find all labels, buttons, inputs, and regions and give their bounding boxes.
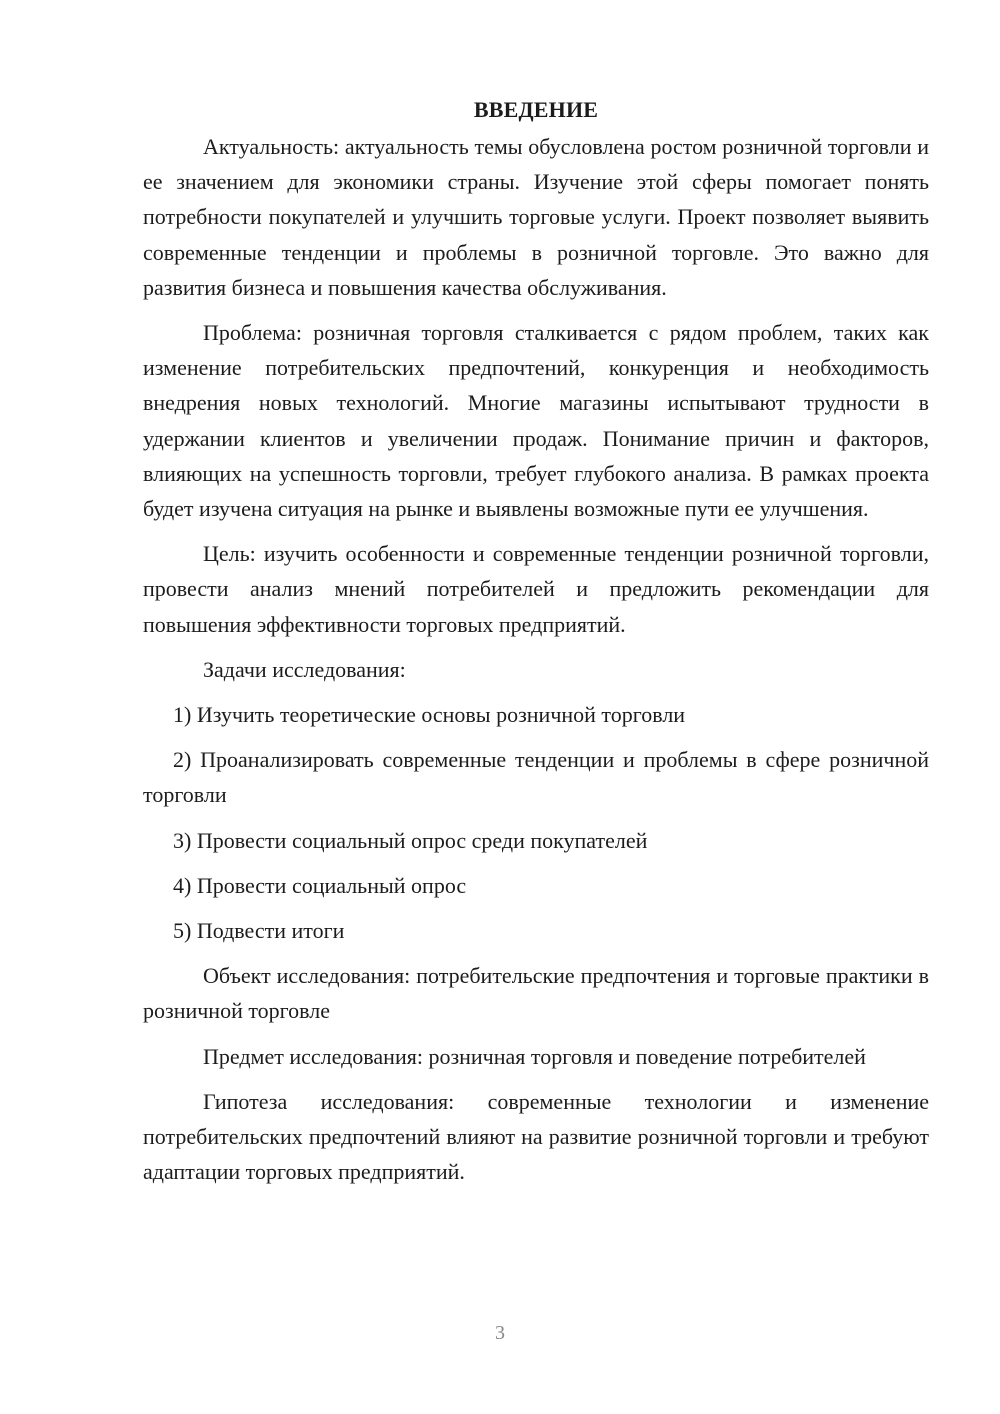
- task-item-4: 4) Провести социальный опрос: [173, 872, 467, 898]
- paragraph-relevance: Актуальность: актуальность темы обусловлена ростом розничной торговли и ее значением для экономики страны. Изучение этой сферы помогает понять потребности покупателей и улучшить торговые услуги. Проект позволяет выявить современные тенденции и проблемы в розничной торговле. Это важно для развития бизнеса и повышения качества обслуживания.: [143, 134, 929, 300]
- paragraph-hypothesis: Гипотеза исследования: современные технологии и изменение потребительских предпочтений влияют на развитие розничной торговли и требуют адаптации торговых предприятий.: [143, 1088, 929, 1185]
- paragraph-problem: Проблема: розничная торговля сталкивается с рядом проблем, таких как изменение потребительских предпочтений, конкуренция и необходимость внедрения новых технологий. Многие магазины испытывают трудности в удержании клиентов и увеличении продаж. Понимание причин и факторов, влияющих на успешность торговли, требует глубокого анализа. В рамках проекта будет изучена ситуация на рынке и выявлены возможные пути ее улучшения.: [143, 320, 929, 522]
- task-item-5: 5) Подвести итоги: [173, 918, 345, 944]
- page-number: 3: [495, 1322, 505, 1344]
- task-item-1: 1) Изучить теоретические основы розничной торговли: [173, 702, 686, 728]
- task-item-2: 2) Проанализировать современные тенденции и проблемы в сфере розничной торговли: [143, 747, 929, 808]
- paragraph-object: Объект исследования: потребительские предпочтения и торговые практики в розничной торговле: [143, 963, 929, 1024]
- paragraph-subject: Предмет исследования: розничная торговля и поведение потребителей: [203, 1043, 866, 1069]
- paragraph-goal: Цель: изучить особенности и современные тенденции розничной торговли, провести анализ мнений потребителей и предложить рекомендации для повышения эффективности торговых предприятий.: [143, 541, 929, 637]
- page-title: ВВЕДЕНИЕ: [473, 97, 599, 122]
- task-item-3: 3) Провести социальный опрос среди покупателей: [173, 827, 648, 853]
- document-page: [143, 92, 929, 1199]
- tasks-heading: Задачи исследования:: [203, 656, 406, 682]
